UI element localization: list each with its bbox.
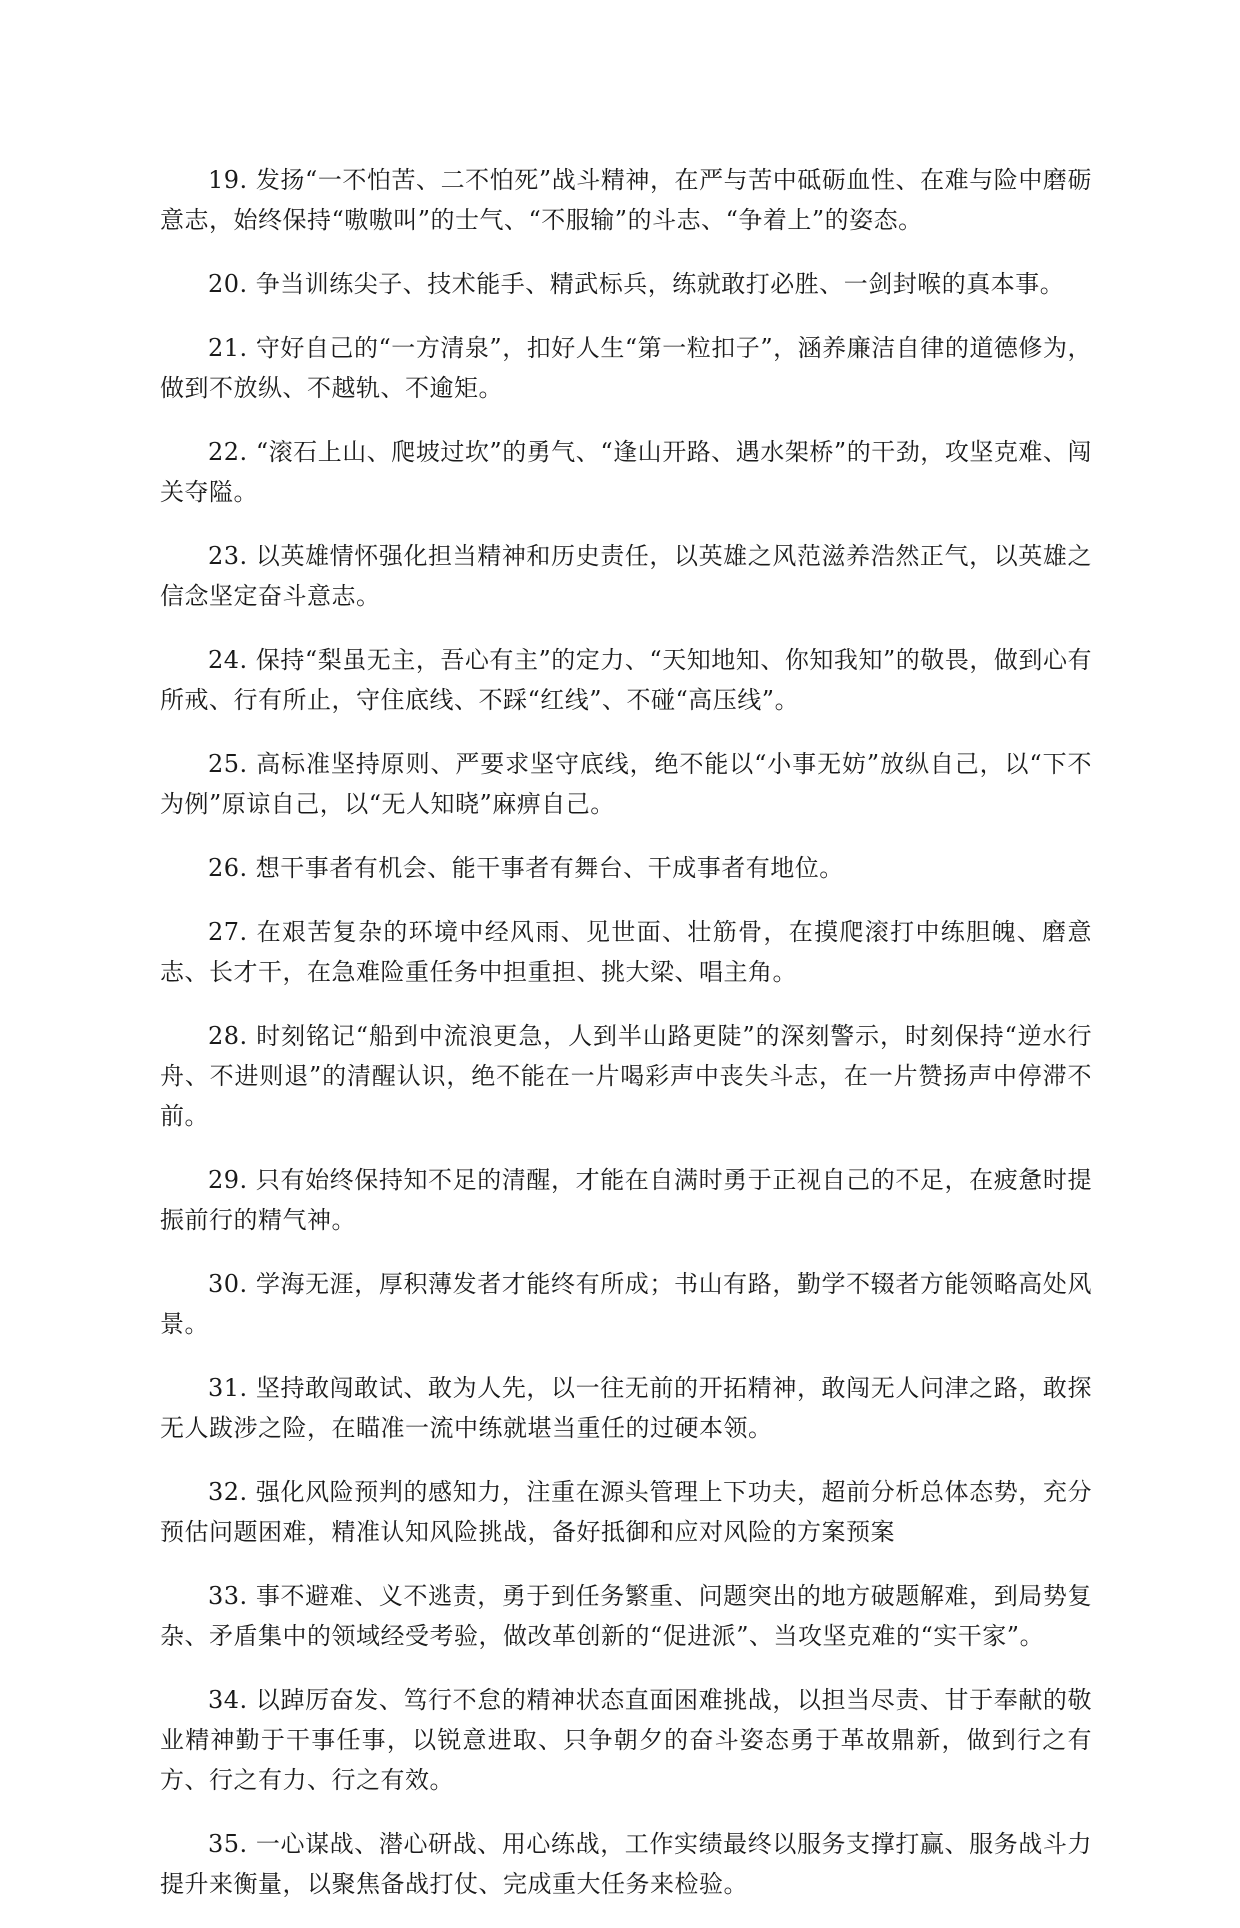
paragraph-19: 19. 发扬“一不怕苦、二不怕死”战斗精神，在严与苦中砥砺血性、在难与险中磨砺意志，始终保持“嗷嗷叫”的士气、“不服输”的斗志、“争着上”的姿态。 xyxy=(160,166,1092,234)
paragraph-29: 29. 只有始终保持知不足的清醒，才能在自满时勇于正视自己的不足，在疲惫时提振前行的精气神。 xyxy=(160,1166,1092,1234)
paragraph-21: 21. 守好自己的“一方清泉”，扣好人生“第一粒扣子”，涵养廉洁自律的道德修为，做到不放纵、不越轨、不逾矩。 xyxy=(160,334,1092,402)
paragraph-27: 27. 在艰苦复杂的环境中经风雨、见世面、壮筋骨，在摸爬滚打中练胆魄、磨意志、长才干，在急难险重任务中担重担、挑大梁、唱主角。 xyxy=(160,918,1092,986)
paragraph-26: 26. 想干事者有机会、能干事者有舞台、干成事者有地位。 xyxy=(208,854,844,882)
document-page xyxy=(160,160,1092,1928)
paragraph-24: 24. 保持“梨虽无主，吾心有主”的定力、“天知地知、你知我知”的敬畏，做到心有所戒、行有所止，守住底线、不踩“红线”、不碰“高压线”。 xyxy=(160,646,1092,714)
paragraph-32: 32. 强化风险预判的感知力，注重在源头管理上下功夫，超前分析总体态势，充分预估问题困难，精准认知风险挑战，备好抵御和应对风险的方案预案 xyxy=(160,1478,1092,1546)
paragraph-28: 28. 时刻铭记“船到中流浪更急，人到半山路更陡”的深刻警示，时刻保持“逆水行舟、不进则退”的清醒认识，绝不能在一片喝彩声中丧失斗志，在一片赞扬声中停滞不前。 xyxy=(160,1022,1092,1130)
paragraph-33: 33. 事不避难、义不逃责，勇于到任务繁重、问题突出的地方破题解难，到局势复杂、矛盾集中的领域经受考验，做改革创新的“促进派”、当攻坚克难的“实干家”。 xyxy=(160,1582,1092,1650)
paragraph-20: 20. 争当训练尖子、技术能手、精武标兵，练就敢打必胜、一剑封喉的真本事。 xyxy=(208,270,1065,298)
paragraph-25: 25. 高标准坚持原则、严要求坚守底线，绝不能以“小事无妨”放纵自己，以“下不为例”原谅自己，以“无人知晓”麻痹自己。 xyxy=(160,750,1092,818)
paragraph-23: 23. 以英雄情怀强化担当精神和历史责任，以英雄之风范滋养浩然正气，以英雄之信念坚定奋斗意志。 xyxy=(160,542,1092,610)
paragraph-31: 31. 坚持敢闯敢试、敢为人先，以一往无前的开拓精神，敢闯无人问津之路，敢探无人跋涉之险，在瞄准一流中练就堪当重任的过硬本领。 xyxy=(160,1374,1092,1442)
paragraph-35: 35. 一心谋战、潜心研战、用心练战，工作实绩最终以服务支撑打赢、服务战斗力提升来衡量，以聚焦备战打仗、完成重大任务来检验。 xyxy=(160,1830,1092,1898)
paragraph-30: 30. 学海无涯，厚积薄发者才能终有所成；书山有路，勤学不辍者方能领略高处风景。 xyxy=(160,1270,1092,1338)
paragraph-22: 22. “滚石上山、爬坡过坎”的勇气、“逢山开路、遇水架桥”的干劲，攻坚克难、闯关夺隘。 xyxy=(160,438,1092,506)
paragraph-34: 34. 以踔厉奋发、笃行不怠的精神状态直面困难挑战，以担当尽责、甘于奉献的敬业精神勤于干事任事，以锐意进取、只争朝夕的奋斗姿态勇于革故鼎新，做到行之有方、行之有力、行之有效。 xyxy=(160,1686,1092,1794)
